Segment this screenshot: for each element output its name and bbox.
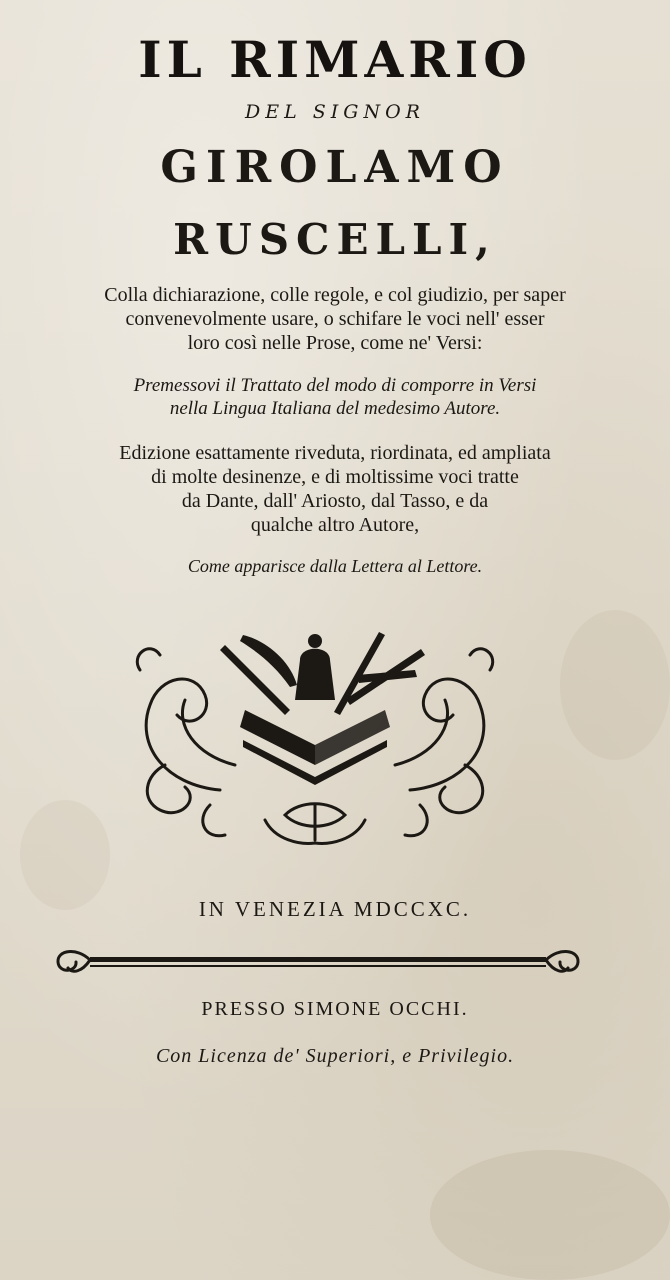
preface-line-2: nella Lingua Italiana del medesimo Autore.	[169, 398, 501, 419]
preface-line-1: Premessovi il Trattato del modo di comporre in Versi	[133, 375, 537, 396]
paper-stain	[20, 800, 110, 910]
title-line-1: IL RIMARIO	[138, 30, 532, 89]
paper-stain	[430, 1150, 670, 1280]
title-line-2: DEL SIGNOR	[245, 101, 425, 123]
author-first-name: GIROLAMO	[160, 142, 510, 193]
edition-line-2: di molte desinenze, e di moltissime voci tratte	[151, 466, 519, 488]
letter-note: Come apparisce dalla Lettera al Lettore.	[187, 556, 483, 576]
description-line-2: convenevolmente usare, o schifare le voci nell' esser	[125, 308, 545, 330]
author-surname: RUSCELLI,	[173, 215, 497, 264]
imprint-publisher: PRESSO SIMONE OCCHI.	[201, 998, 469, 1020]
imprint-license: Con Licenza de' Superiori, e Privilegio.	[155, 1045, 515, 1067]
paper-stain	[560, 610, 670, 760]
decorative-rule-icon	[52, 942, 584, 978]
edition-line-1: Edizione esattamente riveduta, riordinata, ed ampliata	[119, 442, 551, 464]
description-line-3: loro così nelle Prose, come ne' Versi:	[187, 332, 483, 354]
edition-line-4: qualche altro Autore,	[250, 514, 420, 536]
description-line-1: Colla dichiarazione, colle regole, e col giudizio, per saper	[104, 284, 566, 306]
imprint-place-date: IN VENEZIA MDCCXC.	[198, 897, 472, 921]
edition-line-3: da Dante, dall' Ariosto, dal Tasso, e da	[181, 490, 489, 512]
printers-device-ornament-icon	[125, 615, 505, 855]
